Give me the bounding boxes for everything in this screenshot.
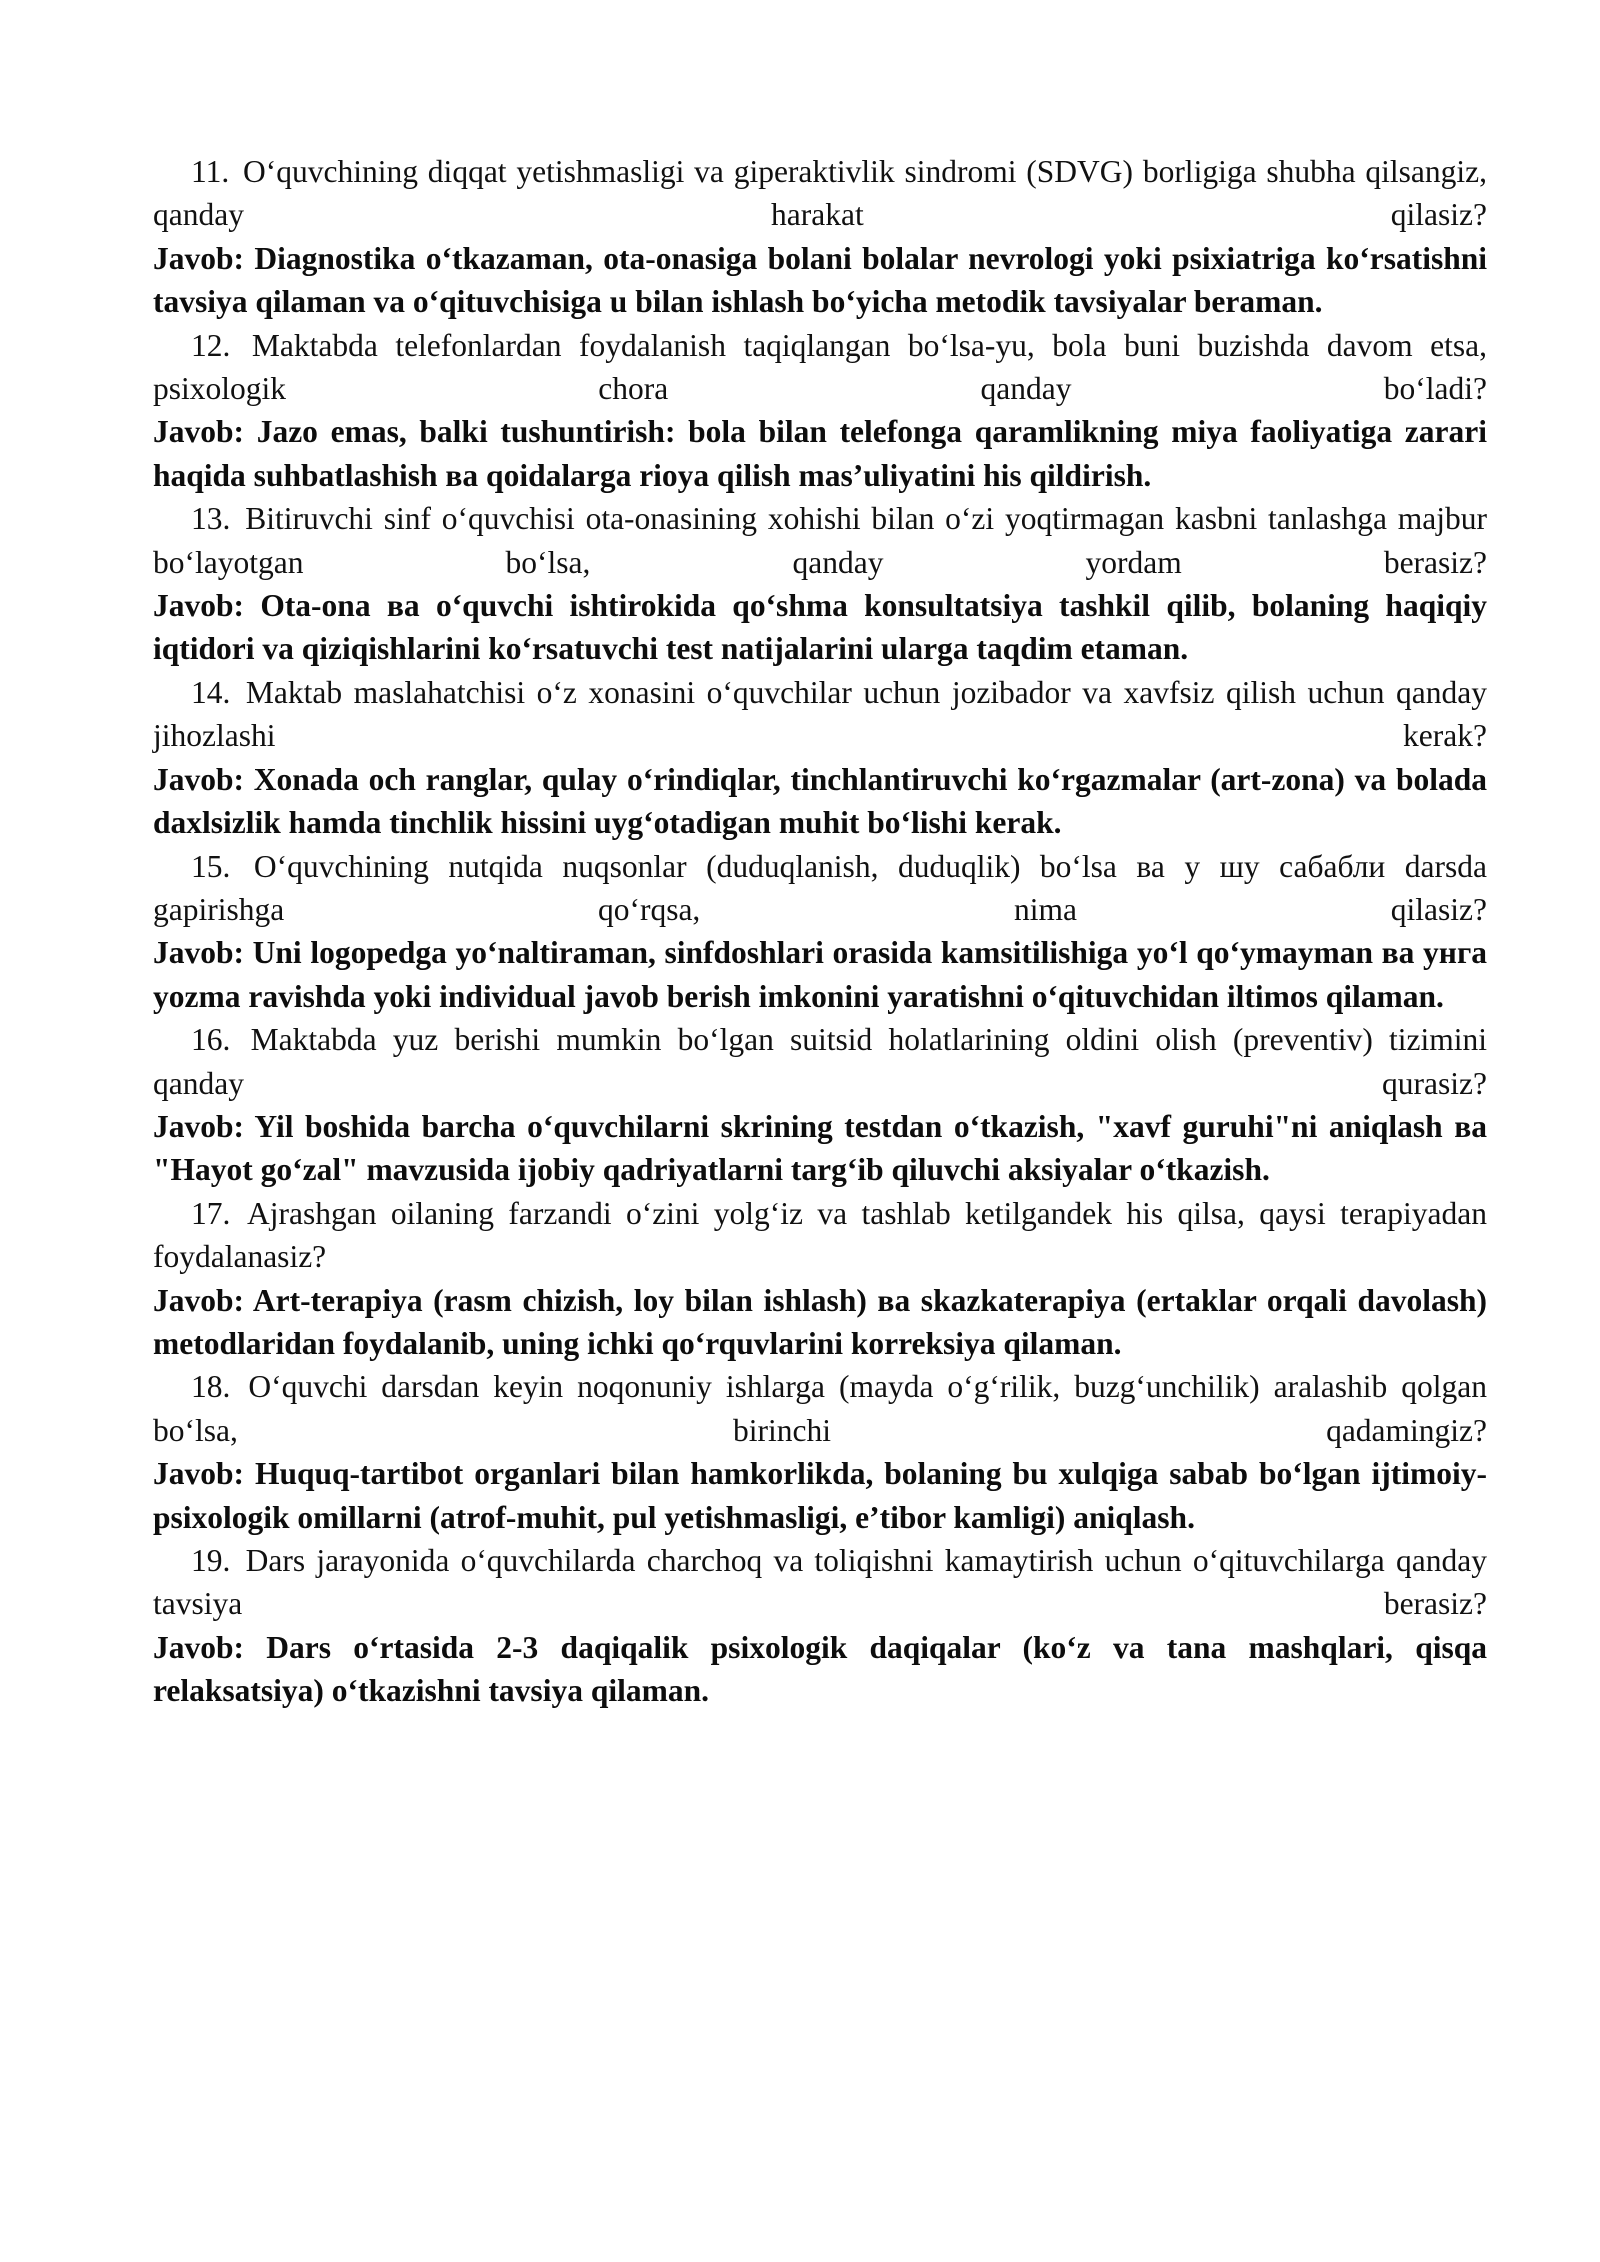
question-number: 13. — [191, 501, 231, 537]
answer-text: Javob: Jazo emas, balki tushuntirish: bola bilan telefonga qaramlikning miya faoliyatiga zarari haqida suhbatlashish ва qoidalarga rioya qilish mas’uliyatini his qildirish. — [153, 414, 1487, 493]
qa-item-18 — [153, 1365, 1487, 1539]
answer-text: Javob: Xonada och ranglar, qulay o‘rindiqlar, tinchlantiruvchi ko‘rgazmalar (art-zona) va bolada daxlsizlik hamda tinchlik hissini uyg‘otadigan muhit bo‘lishi kerak. — [153, 761, 1487, 841]
qa-item-14 — [153, 671, 1487, 845]
question-text — [153, 150, 1487, 237]
question-number: 18. — [191, 1369, 231, 1405]
question-body: Maktabda telefonlardan foydalanish taqiqlangan bo‘lsa-yu, bola buni buzishda davom etsa, psixologik chora qanday bo‘ladi? — [153, 327, 1487, 407]
answer-text: Javob: Dars o‘rtasida 2-3 daqiqalik psixologik daqiqalar (ko‘z va tana mashqlari, qisqa relaksatsiya) o‘tkazishni tavsiya qilaman. — [153, 1629, 1487, 1709]
qa-item-15 — [153, 845, 1487, 1019]
question-number: 12. — [191, 327, 231, 363]
qa-item-12 — [153, 324, 1487, 498]
question-body: Dars jarayonida o‘quvchilarda charchoq va toliqishni kamaytirish uchun o‘qituvchilarga qanday tavsiya berasiz? — [153, 1543, 1488, 1622]
question-number: 16. — [191, 1022, 231, 1058]
document-page — [153, 150, 1487, 1713]
question-text — [153, 1018, 1487, 1105]
question-number: 11. — [191, 154, 230, 189]
question-body: O‘quvchi darsdan keyin noqonuniy ishlarga (mayda o‘g‘rilik, buzg‘unchilik) aralashib qolgan bo‘lsa, birinchi qadamingiz? — [153, 1369, 1487, 1448]
question-body: O‘quvchining nutqida nuqsonlar (duduqlanish, duduqlik) bo‘lsa ва у шу сабабли darsda gapirishga qo‘rqsa, nima qilasiz? — [153, 848, 1488, 927]
qa-item-11 — [153, 150, 1487, 324]
qa-item-17 — [153, 1192, 1487, 1366]
qa-item-16 — [153, 1018, 1487, 1192]
answer-text: Javob: Yil boshida barcha o‘quvchilarni skrining testdan o‘tkazish, "xavf guruhi"ni aniqlash ва "Hayot go‘zal" mavzusida ijobiy qadriyatlarni targ‘ib qiluvchi aksiyalar o‘tkazish. — [153, 1108, 1487, 1188]
question-number: 19. — [191, 1543, 231, 1578]
question-text — [153, 1365, 1487, 1452]
answer-text: Javob: Uni logopedga yo‘naltiraman, sinfdoshlari orasida kamsitilishiga yo‘l qo‘ymayman ва унга yozma ravishda yoki individual javob berish imkonini yaratishni o‘qituvchidan iltimos qilaman. — [153, 935, 1487, 1014]
question-text — [153, 671, 1487, 758]
question-body: Maktab maslahatchisi o‘z xonasini o‘quvchilar uchun jozibador va xavfsiz qilish uchun qanday jihozlashi kerak? — [153, 674, 1488, 754]
answer-text: Javob: Ota-ona ва o‘quvchi ishtirokida qo‘shma konsultatsiya tashkil qilib, bolaning haqiqiy iqtidori va qiziqishlarini ko‘rsatuvchi test natijalarini ularga taqdim etaman. — [153, 588, 1487, 667]
qa-item-19 — [153, 1539, 1487, 1713]
question-body: Bitiruvchi sinf o‘quvchisi ota-onasining xohishi bilan o‘zi yoqtirmagan kasbni tanlashga majbur bo‘layotgan bo‘lsa, qanday yordam berasiz? — [153, 501, 1487, 580]
answer-text: Javob: Diagnostika o‘tkazaman, ota-onasiga bolani bolalar nevrologi yoki psixiatriga ko‘rsatishni tavsiya qilaman va o‘qituvchisiga u bilan ishlash bo‘yicha metodik tavsiyalar beraman. — [153, 240, 1487, 320]
question-number: 17. — [191, 1195, 231, 1231]
question-text — [153, 845, 1487, 932]
question-text — [153, 1192, 1487, 1279]
question-text — [153, 324, 1487, 411]
question-body: Maktabda yuz berishi mumkin bo‘lgan suitsid holatlarining oldini olish (preventiv) tizimini qanday qurasiz? — [153, 1022, 1488, 1101]
qa-item-13 — [153, 497, 1487, 671]
question-text — [153, 1539, 1487, 1626]
answer-text: Javob: Art-terapiya (rasm chizish, loy bilan ishlash) ва skazkaterapiya (ertaklar orqali davolash) metodlaridan foydalanib, uning ichki qo‘rquvlarini korreksiya qilaman. — [153, 1282, 1487, 1361]
answer-text: Javob: Huquq-tartibot organlari bilan hamkorlikda, bolaning bu xulqiga sabab bo‘lgan ijtimoiy-psixologik omillarni (atrof-muhit, pul yetishmasligi, e’tibor kamligi) aniqlash. — [153, 1456, 1487, 1535]
question-text — [153, 497, 1487, 584]
question-body: Ajrashgan oilaning farzandi o‘zini yolg‘iz va tashlab ketilgandek his qilsa, qaysi terapiyadan foydalanasiz? — [153, 1195, 1487, 1275]
question-number: 14. — [191, 674, 231, 710]
question-number: 15. — [191, 848, 231, 884]
question-body: O‘quvchining diqqat yetishmasligi va giperaktivlik sindromi (SDVG) borligiga shubha qilsangiz, qanday harakat qilasiz? — [153, 154, 1488, 233]
